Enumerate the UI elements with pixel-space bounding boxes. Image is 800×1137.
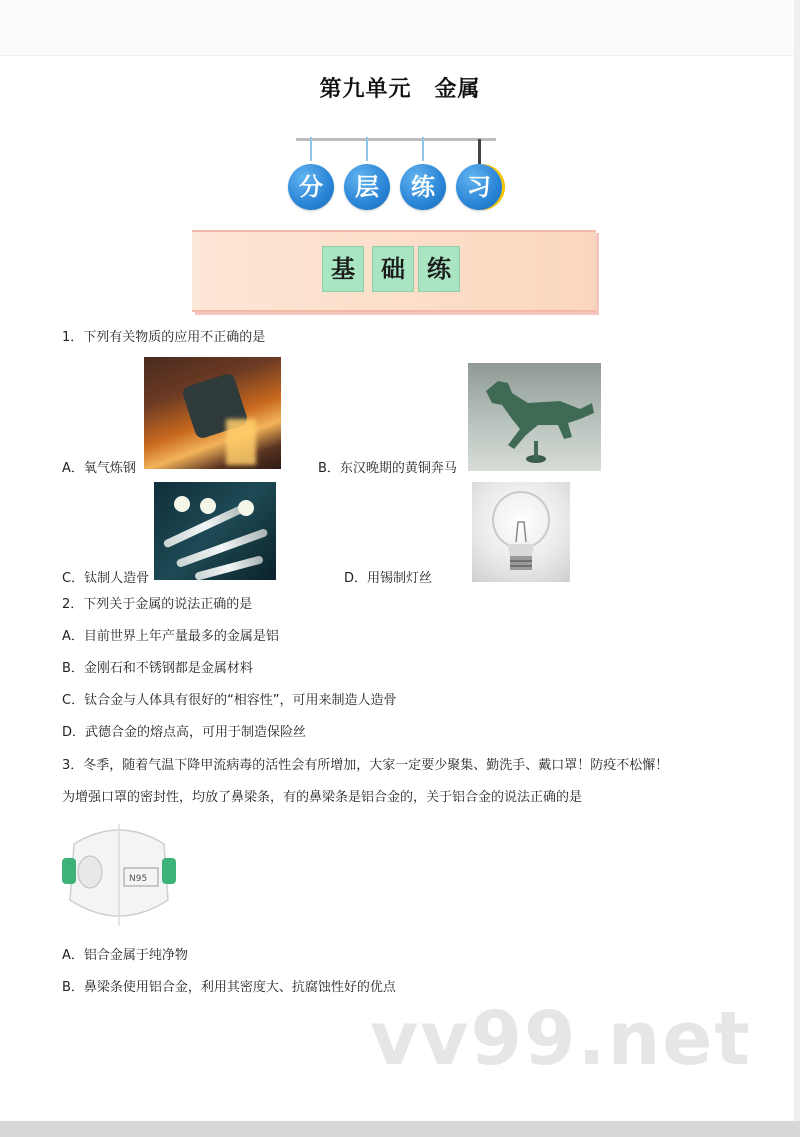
banner-ball-1: 分 <box>288 164 334 210</box>
banner-rail-end <box>478 139 481 164</box>
question-2-option-b: B．金刚石和不锈钢都是金属材料 <box>62 661 253 676</box>
banner-ball-2: 层 <box>344 164 390 210</box>
light-bulb-image <box>472 482 570 582</box>
panel-chip-2: 础 <box>372 246 414 292</box>
banner-ball-4: 习 <box>456 164 502 210</box>
question-1-option-c: C．钛制人造骨 <box>62 571 150 586</box>
question-2-stem: 2．下列关于金属的说法正确的是 <box>62 597 253 612</box>
question-2-option-d: D．武德合金的熔点高，可用于制造保险丝 <box>62 725 307 740</box>
steelmaking-image <box>144 357 281 469</box>
page-title: 第九单元 金属 <box>319 77 481 102</box>
banner-peg <box>366 137 368 161</box>
question-1-option-b: B．东汉晚期的黄铜奔马 <box>318 461 457 476</box>
banner-peg <box>422 137 424 161</box>
section-panel <box>192 230 596 312</box>
page-top-margin <box>0 0 800 56</box>
question-3-stem-line-2: 为增强口罩的密封性，均放了鼻梁条，有的鼻梁条是铝合金的，关于铝合金的说法正确的是 <box>62 790 583 805</box>
titanium-bone-image <box>154 482 276 580</box>
mask-label: N95 <box>129 874 148 884</box>
question-1-option-d: D．用锡制灯丝 <box>344 571 433 586</box>
page-bottom-edge <box>0 1121 800 1137</box>
panel-chip-1: 基 <box>322 246 364 292</box>
watermark: vv99.net <box>370 996 752 1082</box>
panel-chip-3: 练 <box>418 246 460 292</box>
banner-peg <box>310 137 312 161</box>
question-2-option-c: C．钛合金与人体具有很好的“相容性”，可用来制造人造骨 <box>62 693 397 708</box>
question-2-option-a: A．目前世界上年产量最多的金属是铝 <box>62 629 279 644</box>
banner-rail <box>296 138 496 141</box>
question-1-option-a: A．氧气炼钢 <box>62 461 136 476</box>
scrollbar-track[interactable] <box>794 0 800 1137</box>
question-3-option-b: B．鼻梁条使用铝合金，利用其密度大、抗腐蚀性好的优点 <box>62 980 396 995</box>
face-mask-image <box>60 814 178 932</box>
banner-ball-3: 练 <box>400 164 446 210</box>
bronze-horse-image <box>468 363 601 471</box>
question-3-stem-line-1: 3．冬季，随着气温下降甲流病毒的活性会有所增加，大家一定要少聚集、勤洗手、戴口罩！防疫不松懈！ <box>62 758 669 773</box>
question-3-option-a: A．铝合金属于纯净物 <box>62 948 188 963</box>
question-1-stem: 1．下列有关物质的应用不正确的是 <box>62 330 266 345</box>
